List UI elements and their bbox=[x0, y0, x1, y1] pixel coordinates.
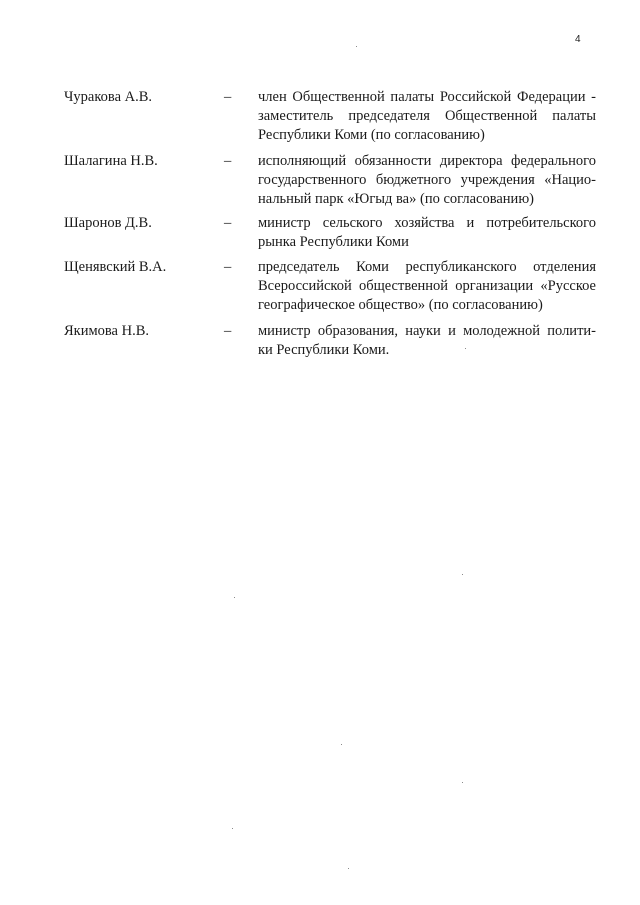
role-line: ки Республики Коми. bbox=[258, 342, 390, 358]
page-number: 4 bbox=[575, 34, 581, 45]
role-line: географическое общество» (по согласованию) bbox=[258, 297, 543, 313]
person-name: Шаронов Д.В. bbox=[64, 215, 152, 231]
scan-speck bbox=[232, 828, 233, 829]
dash-separator: – bbox=[224, 259, 232, 275]
dash-separator: – bbox=[224, 153, 232, 169]
scan-speck bbox=[462, 574, 463, 575]
role-line: член Общественной палаты Российской Федерации - bbox=[258, 89, 596, 105]
role-line: председатель Коми республиканского отделения bbox=[258, 259, 596, 275]
person-name: Чуракова А.В. bbox=[64, 89, 153, 105]
role-line: Республики Коми (по согласованию) bbox=[258, 127, 485, 143]
scan-speck bbox=[356, 46, 357, 47]
person-role bbox=[258, 214, 596, 252]
role-line: министр образования, науки и молодежной полити- bbox=[258, 323, 596, 339]
person-name: Якимова Н.В. bbox=[64, 323, 150, 339]
person-role bbox=[258, 322, 596, 360]
scan-speck bbox=[234, 597, 235, 598]
role-line: нальный парк «Югыд ва» (по согласованию) bbox=[258, 191, 534, 207]
person-name: Шалагина Н.В. bbox=[64, 153, 158, 169]
dash-separator: – bbox=[224, 215, 232, 231]
scan-speck bbox=[465, 348, 466, 349]
scan-speck bbox=[341, 744, 342, 745]
person-name: Щенявский В.А. bbox=[64, 259, 167, 275]
role-line: министр сельского хозяйства и потребительского bbox=[258, 215, 596, 231]
role-line: Всероссийской общественной организации «Русское bbox=[258, 278, 596, 294]
person-role bbox=[258, 258, 596, 315]
role-line: заместитель председателя Общественной палаты bbox=[258, 108, 596, 124]
dash-separator: – bbox=[224, 323, 232, 339]
role-line: рынка Республики Коми bbox=[258, 234, 409, 250]
person-role bbox=[258, 152, 596, 209]
role-line: исполняющий обязанности директора федерального bbox=[258, 153, 596, 169]
person-role bbox=[258, 88, 596, 145]
scan-speck bbox=[348, 868, 349, 869]
dash-separator: – bbox=[224, 89, 232, 105]
role-line: государственного бюджетного учреждения «Нацио- bbox=[258, 172, 596, 188]
scan-speck bbox=[462, 782, 463, 783]
